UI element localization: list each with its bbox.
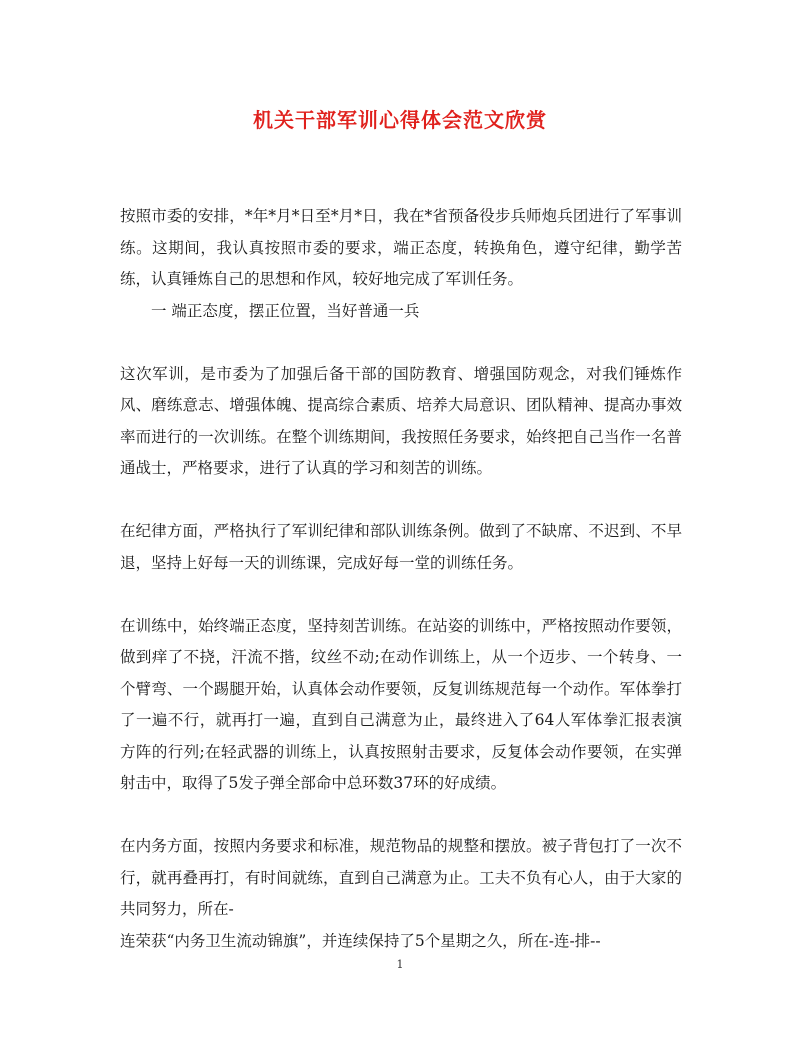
paragraph-housekeeping: 在内务方面，按照内务要求和标准，规范物品的规整和摆放。被子背包打了一次不行，就再叠再打，有时间就练，直到自己满意为止。工夫不负有心人，由于大家的共同努力，所在- (120, 837, 682, 918)
document-title: 机关干部军训心得体会范文欣赏 (253, 108, 547, 132)
paragraph-training: 在训练中，始终端正态度，坚持刻苦训练。在站姿的训练中，严格按照动作要领，做到痒了不挠，汗流不揩，纹丝不动;在动作训练上，从一个迈步、一个转身、一个臂弯、一个踢腿开始，认真体会动作要领，反复训练规范每一个动作。军体拳打了一遍不行，就再打一遍，直到自己满意为止，最终进入了64人军体拳汇报表演方阵的行列;在轻武器的训练上，认真按照射击要求，反复体会动作要领，在实弹射击中，取得了5发子弹全部命中总环数37环的好成绩。 (120, 616, 682, 792)
paragraph-discipline: 在纪律方面，严格执行了军训纪律和部队训练条例。做到了不缺席、不迟到、不早退，坚持上好每一天的训练课，完成好每一堂的训练任务。 (120, 522, 682, 572)
page-number: 1 (396, 958, 404, 971)
paragraph-purpose: 这次军训，是市委为了加强后备干部的国防教育、增强国防观念，对我们锤炼作风、磨练意志、增强体魄、提高综合素质、培养大局意识、团队精神、提高办事效率而进行的一次训练。在整个训练期间，我按照任务要求，始终把自己当作一名普通战士，严格要求，进行了认真的学习和刻苦的训练。 (120, 364, 682, 477)
document-body (120, 201, 682, 957)
paragraph-intro: 按照市委的安排，*年*月*日至*月*日，我在*省预备役步兵师炮兵团进行了军事训练。这期间，我认真按照市委的要求，端正态度，转换角色，遵守纪律，勤学苦练，认真锤炼自己的思想和作风，较好地完成了军训任务。 (120, 207, 682, 288)
section-heading: 一 端正态度，摆正位置，当好普通一兵 (151, 301, 420, 320)
paragraph-award: 连荣获“内务卫生流动锦旗”，并连续保持了5个星期之久，所在-连-排-- (120, 931, 601, 950)
